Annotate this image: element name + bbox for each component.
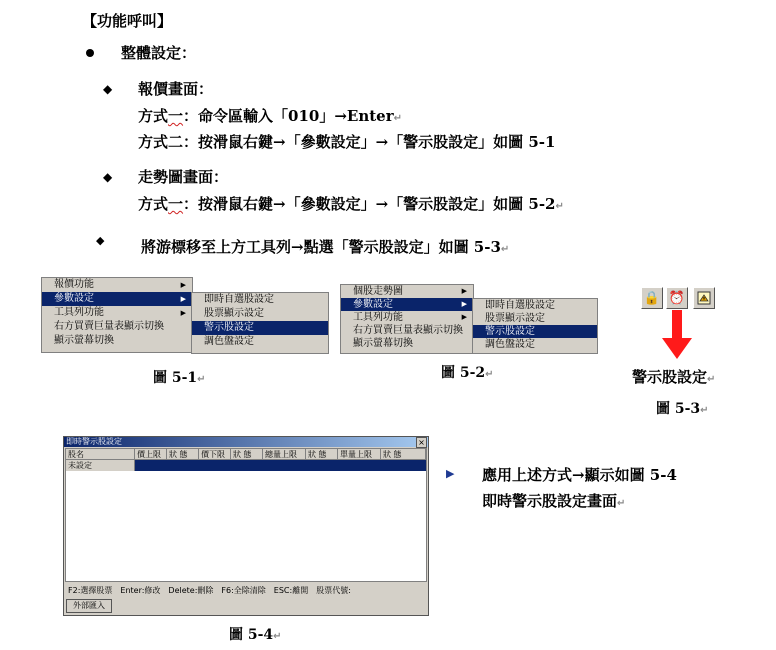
close-icon[interactable]: × bbox=[416, 437, 427, 448]
menu-item[interactable]: 右方買賣巨量表顯示切換 bbox=[54, 321, 164, 332]
fig1-caption: 圖 5-1↵ bbox=[153, 370, 206, 386]
menu-item-alert-stock[interactable]: 警示股設定 bbox=[473, 325, 597, 338]
menu-item[interactable]: 即時自選股設定 bbox=[204, 294, 274, 305]
section1-line2: 方式二：按滑鼠右鍵→「參數設定」→「警示股設定」如圖 5-1 bbox=[138, 133, 556, 151]
stock-name-cell[interactable]: 未設定 bbox=[66, 460, 135, 471]
menu-item[interactable]: 股票顯示設定 bbox=[485, 313, 545, 324]
overall-settings-label: 整體設定： bbox=[121, 44, 197, 62]
section3-line: 將游標移至上方工具列→點選「警示股設定」如圖 5-3↵ bbox=[141, 238, 510, 256]
fig1-context-menu bbox=[41, 277, 193, 353]
fig3-caption: 圖 5-3↵ bbox=[656, 401, 709, 417]
menu-item[interactable]: 調色盤設定 bbox=[485, 339, 535, 350]
side-note-line2: 即時警示股設定畫面↵ bbox=[482, 492, 626, 510]
col-header: 單量上限 bbox=[338, 449, 381, 460]
table-row[interactable] bbox=[66, 460, 426, 471]
col-header: 價上限 bbox=[135, 449, 167, 460]
col-header: 狀 態 bbox=[306, 449, 338, 460]
alert-stock-settings-window bbox=[63, 436, 429, 616]
diamond-bullet-icon: ◆ bbox=[103, 170, 113, 184]
col-header: 價下限 bbox=[199, 449, 231, 460]
bullet-dot bbox=[86, 49, 94, 57]
side-note-line1: 應用上述方式→顯示如圖 5-4 bbox=[482, 466, 677, 484]
col-header: 狀 態 bbox=[231, 449, 263, 460]
alert-grid[interactable] bbox=[65, 448, 427, 582]
section2-title: 走勢圖畫面： bbox=[138, 168, 229, 186]
menu-item[interactable]: 工具列功能 ▶ bbox=[54, 307, 186, 318]
fig2-context-menu bbox=[340, 284, 474, 354]
lock-icon[interactable]: 🔒 bbox=[641, 287, 663, 309]
section1-line1: 方式一：命令區輸入「010」→Enter↵ bbox=[138, 107, 403, 125]
menu-item[interactable]: 顯示螢幕切換 bbox=[54, 335, 114, 346]
grid-header bbox=[66, 449, 426, 460]
import-button[interactable]: 外部匯入 bbox=[66, 599, 112, 613]
window-titlebar: 即時警示股設定 × bbox=[64, 437, 428, 447]
menu-item[interactable]: 顯示螢幕切換 bbox=[353, 338, 413, 349]
diamond-bullet-icon: ◆ bbox=[103, 82, 113, 96]
fig4-caption: 圖 5-4↵ bbox=[229, 627, 282, 643]
section1-title: 報價畫面： bbox=[138, 80, 214, 98]
alert-settings-icon[interactable] bbox=[693, 287, 715, 309]
fig2-caption: 圖 5-2↵ bbox=[441, 365, 494, 381]
col-header: 股名 bbox=[66, 449, 135, 460]
col-header: 狀 態 bbox=[167, 449, 199, 460]
section2-line1: 方式一：按滑鼠右鍵→「參數設定」→「警示股設定」如圖 5-2↵ bbox=[138, 195, 564, 213]
triangle-bullet-icon: ▶ bbox=[446, 467, 455, 480]
selected-row-fill[interactable] bbox=[135, 460, 426, 471]
col-header: 狀 態 bbox=[381, 449, 426, 460]
menu-item[interactable]: 股票顯示設定 bbox=[204, 308, 264, 319]
fig1-submenu bbox=[191, 292, 329, 354]
fig2-submenu bbox=[472, 298, 598, 354]
fig3-label: 警示股設定↵ bbox=[632, 368, 716, 386]
menu-item[interactable]: 即時自選股設定 bbox=[485, 300, 555, 311]
menu-item[interactable]: 右方買賣巨量表顯示切換 bbox=[353, 325, 463, 336]
section-heading: 【功能呼叫】 bbox=[82, 12, 173, 30]
menu-item[interactable]: 工具列功能 ▶ bbox=[353, 312, 467, 323]
menu-item[interactable]: 個股走勢圖 ▶ bbox=[353, 286, 467, 297]
menu-item[interactable]: 調色盤設定 bbox=[204, 336, 254, 347]
status-hint: F2:選擇股票 Enter:修改 Delete:刪除 F6:全除清除 ESC:離開 股票代號: bbox=[68, 586, 351, 595]
menu-item-params[interactable]: 參數設定 ▶ bbox=[42, 292, 192, 306]
alarm-clock-icon[interactable]: ⏰ bbox=[666, 287, 688, 309]
col-header: 總量上限 bbox=[263, 449, 306, 460]
menu-item-alert-stock[interactable]: 警示股設定 bbox=[192, 321, 328, 335]
down-arrow-icon bbox=[662, 310, 692, 360]
menu-item-params[interactable]: 參數設定 ▶ bbox=[341, 298, 473, 311]
diamond-bullet-icon: ◆ bbox=[96, 234, 105, 247]
menu-item[interactable]: 報價功能 ▶ bbox=[54, 279, 186, 290]
